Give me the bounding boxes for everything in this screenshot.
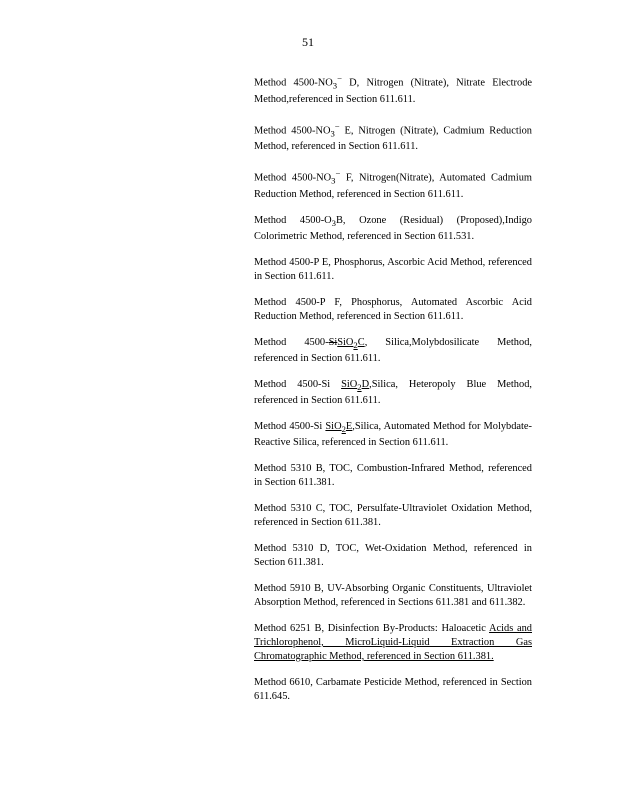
entry-text: ,Silica, Automated Method for Molybdate-Reactive Silica, referenced in Section 611.611. [254, 420, 532, 448]
entry-text: ,Silica, Heteropoly Blue Method, referenced in Section 611.611. [254, 378, 532, 406]
method-entry-uv-absorbing: Method 5910 B, UV-Absorbing Organic Constituents, Ultraviolet Absorption Method, referenced in Sections 611.381 and 611.382. [254, 582, 532, 608]
struck-text: Si [328, 336, 338, 348]
subscript: 2 [353, 339, 358, 350]
method-entry-ozone-indigo [254, 214, 532, 244]
entry-text: Method 4500- [254, 336, 329, 348]
entry-text: Method 4500-Si [254, 378, 342, 390]
entry-text: E, Nitrogen (Nitrate), Cadmium Reduction Method, referenced in Section 611.611. [254, 125, 532, 153]
superscript: − [337, 73, 342, 83]
entry-text: Method 4500-NO [254, 172, 332, 184]
subscript: 3 [330, 128, 335, 139]
subscript: 3 [331, 217, 336, 228]
method-entry-silica-heteropoly [254, 378, 532, 408]
subscript: 2 [357, 381, 362, 392]
method-entry-carbamate-pesticide: Method 6610, Carbamate Pesticide Method, referenced in Section 611.645. [254, 676, 532, 702]
method-entry-nitrate-electrode [254, 71, 532, 107]
method-entry-nitrate-automated-cadmium [254, 166, 532, 202]
superscript: − [334, 120, 340, 131]
entry-text: Method 4500-O [254, 214, 332, 226]
method-entry-phosphorus-automated: Method 4500-P F, Phosphorus, Automated Ascorbic Acid Reduction Method, referenced in Section 611.611. [254, 296, 532, 322]
method-entry-toc-combustion: Method 5310 B, TOC, Combustion-Infrared Method, referenced in Section 611.381. [254, 462, 532, 488]
method-entry-haloacetic-acids [254, 622, 532, 664]
method-entry-toc-wet-oxidation: Method 5310 D, TOC, Wet-Oxidation Method, referenced in Section 611.381. [254, 542, 532, 568]
method-entry-silica-molybdosilicate [254, 336, 532, 366]
underlined-text: C [357, 336, 365, 348]
method-entry-toc-persulfate: Method 5310 C, TOC, Persulfate-Ultraviolet Oxidation Method, referenced in Section 611.381. [254, 502, 532, 528]
entry-text: Method 4500-NO [254, 77, 333, 89]
subscript: 2 [341, 423, 346, 434]
underlined-text: Acids and Trichlorophenol, MicroLiquid-Liquid Extraction Gas Chromatographic Method, referenced in Section 611.381. [254, 622, 532, 662]
entry-text: F, Nitrogen(Nitrate), Automated Cadmium Reduction Method, referenced in Section 611.611. [254, 172, 532, 200]
superscript: − [335, 168, 341, 179]
entry-text: Method 4500-Si [254, 420, 326, 432]
underlined-text: SiO [337, 336, 354, 348]
method-entry-silica-automated [254, 420, 532, 450]
underlined-text: SiO [341, 378, 358, 390]
entry-text: D, Nitrogen (Nitrate), Nitrate Electrode Method,referenced in Section 611.611. [254, 77, 532, 105]
entry-text: B, Ozone (Residual) (Proposed),Indigo Colorimetric Method, referenced in Section 611.531. [254, 214, 532, 242]
underlined-text: E [345, 420, 353, 432]
subscript: 3 [331, 175, 336, 186]
subscript: 3 [332, 80, 338, 91]
entry-text: Method 6251 B, Disinfection By-Products: Haloacetic [254, 622, 490, 634]
page-number: 51 [302, 35, 314, 49]
entry-text: , Silica,Molybdosilicate Method, referenced in Section 611.611. [254, 336, 532, 364]
underlined-text: SiO [325, 420, 342, 432]
entry-text: Method 4500-NO [254, 125, 331, 137]
method-entry-phosphorus-ascorbic: Method 4500-P E, Phosphorus, Ascorbic Acid Method, referenced in Section 611.611. [254, 256, 532, 282]
underlined-text: D [361, 378, 370, 390]
method-reference-list [254, 71, 532, 716]
method-entry-nitrate-cadmium [254, 119, 532, 155]
